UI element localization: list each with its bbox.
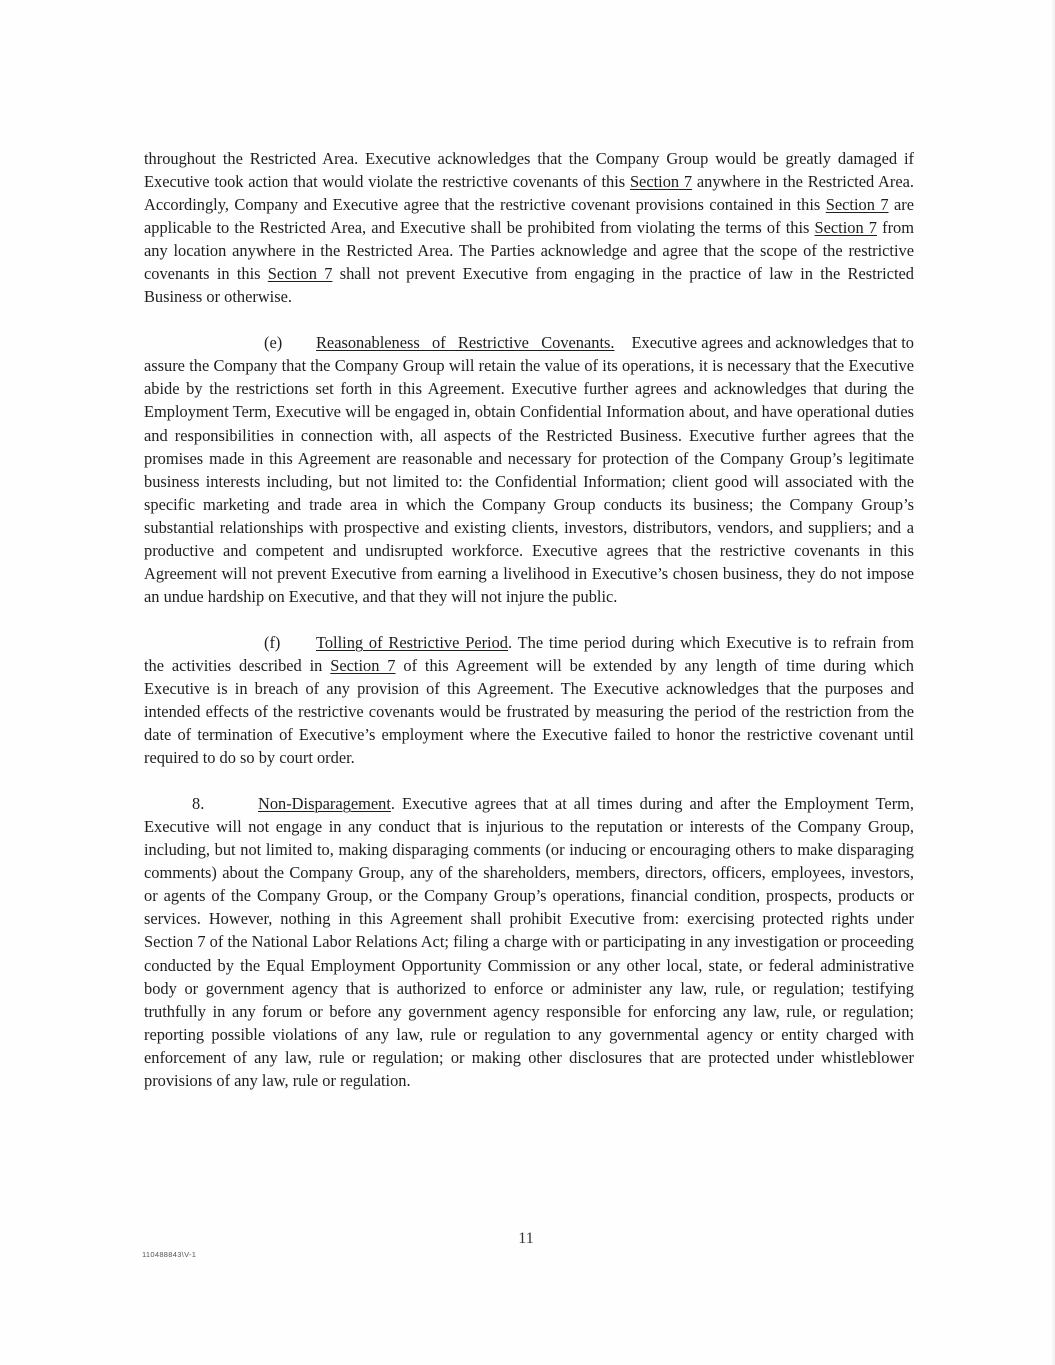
section-7-reference: Section 7: [267, 264, 333, 284]
document-body: [144, 147, 914, 1092]
document-id: 110488843\V-1: [142, 1250, 197, 1259]
section-7-reference: Section 7: [629, 172, 693, 192]
page-number: 11: [518, 1230, 534, 1247]
section-number: 8.: [192, 794, 205, 814]
section-7-reference: Section 7: [825, 195, 889, 215]
subsection-heading: Reasonableness of Restrictive Covenants.: [316, 333, 615, 353]
subsection-label: (e): [264, 333, 283, 353]
section-7-reference: Section 7: [330, 655, 396, 675]
subsection-heading: Tolling of Restrictive Period: [316, 632, 508, 652]
section-body: Executive agrees that at all times during and after the Employment Term, Executive will not engage in any conduct that is injurious to the reputation or interests of the Company Group, including, but not limited to, making disparaging comments (or inducing or encouraging others to make disparaging comments) about the Company Group, any of the shareholders, members, directors, officers, employees, investors, or agents of the Company Group, or the Company Group’s operations, financial condition, prospects, products or services. However, nothing in this Agreement shall prohibit Executive from: exercising protected rights under Section 7 of the National Labor Relations Act; filing a charge with or participating in any investigation or proceeding conducted by the Equal Employment Opportunity Commission or any other local, state, or federal administrative body or government agency that is authorized to enforce or administer any law, rule, or regulation; testifying truthfully in any forum or before any government agency responsible for enforcing any law, rule, or regulation; reporting possible violations of any law, rule or regulation to any governmental agency or entity charged with enforcement of any law, rule or regulation; or making other disclosures that are protected under whistleblower provisions of any law, rule or regulation.: [144, 794, 914, 1090]
section-8: 8. Non-Disparagement. Executive agrees that at all times during and after the Employment Term, Executive will not engage in any conduct that is injurious to the reputation or interests of the Company Group, including, but not limited to, making disparaging comments (or inducing or encouraging others to make disparaging comments) about the Company Group, any of the shareholders, members, directors, officers, employees, investors, or agents of the Company Group, or the Company Group’s operations, financial condition, prospects, products or services. However, nothing in this Agreement shall prohibit Executive from: exercising protected rights under Section 7 of the National Labor Relations Act; filing a charge with or participating in any investigation or proceeding conducted by the Equal Employment Opportunity Commission or any other local, state, or federal administrative body or government agency that is authorized to enforce or administer any law, rule, or regulation; testifying truthfully in any forum or before any government agency responsible for enforcing any law, rule, or regulation; reporting possible violations of any law, rule or regulation to any governmental agency or entity charged with enforcement of any law, rule or regulation; or making other disclosures that are protected under whistleblower provisions of any law, rule or regulation.: [144, 794, 914, 1090]
section-7-reference: Section 7: [814, 218, 877, 238]
subsection-body: Executive agrees and acknowledges that to assure the Company that the Company Group will retain the value of its operations, it is necessary that the Executive abide by the restrictions set forth in this Agreement. Executive further agrees and acknowledges that during the Employment Term, Executive will be engaged in, obtain Confidential Information about, and have operational duties and responsibilities in connection with, all aspects of the Restricted Business. Executive further agrees that the promises made in this Agreement are reasonable and necessary for protection of the Company Group’s legitimate business interests including, but not limited to: the Confidential Information; client good will associated with the specific marketing and trade area in which the Company Group conducts its business; the Company Group’s substantial relationships with prospective and existing clients, investors, distributors, vendors, and suppliers; and a productive and competent and undisrupted workforce. Executive agrees that the restrictive covenants in this Agreement will not prevent Executive from earning a livelihood in Executive’s chosen business, they do not impose an undue hardship on Executive, and that they will not injure the public.: [144, 333, 915, 606]
subsection-e: [144, 331, 914, 608]
subsection-f: (f) Tolling of Restrictive Period. The time period during which Executive is to refrain from the activities described in Section 7 of this Agreement will be extended by any length of time during which Executive is in breach of any provision of this Agreement. The Executive acknowledges that the purposes and intended effects of the restrictive covenants would be frustrated by measuring the period of the restriction from the date of termination of Executive’s employment where the Executive failed to honor the restrictive covenant until required to do so by court order.: [144, 632, 915, 768]
section-heading: Non-Disparagement: [258, 794, 391, 814]
paragraph-continuation: throughout the Restricted Area. Executive acknowledges that the Company Group would be greatly damaged if Executive took action that would violate the restrictive covenants of this Section 7 anywhere in the Restricted Area. Accordingly, Company and Executive agree that the restrictive covenant provisions contained in this Section 7 are applicable to the Restricted Area, and Executive shall be prohibited from violating the terms of this Section 7 from any location anywhere in the Restricted Area. The Parties acknowledge and agree that the scope of the restrictive covenants in this Section 7 shall not prevent Executive from engaging in the practice of law in the Restricted Business or otherwise.: [144, 149, 914, 307]
subsection-label: (f): [264, 632, 281, 652]
